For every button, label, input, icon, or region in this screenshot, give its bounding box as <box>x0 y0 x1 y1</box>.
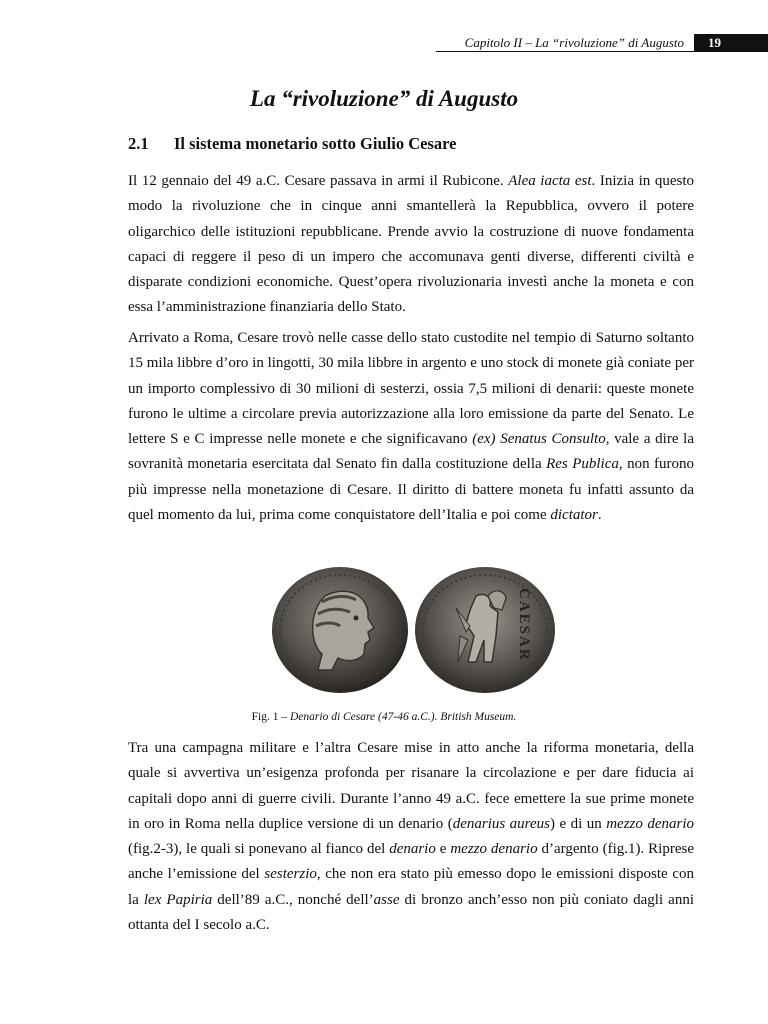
caption-prefix: Fig. 1 – <box>251 711 290 723</box>
text-run: e <box>435 841 451 858</box>
text-run: mezzo denario <box>450 841 538 858</box>
text-run: Res Publica <box>546 456 619 473</box>
caption-text: Denario di Cesare (47-46 a.C.). British Museum. <box>289 711 517 723</box>
text-run: Alea iacta est <box>508 173 592 189</box>
text-run: denario <box>389 841 436 858</box>
text-run: asse <box>373 891 400 908</box>
section-title: Il sistema monetario sotto Giulio Cesare <box>174 134 457 153</box>
text-run: di bronzo anch’esso non più coniato dagli anni ottanta del I secolo a.C. <box>128 891 694 934</box>
header-rule <box>436 51 768 52</box>
figure-caption <box>0 711 768 723</box>
text-run: denarius aureus <box>452 815 550 832</box>
paragraph-3 <box>128 736 694 938</box>
text-run: Arrivato a Roma, Cesare trovò nelle casse dello stato custodite nel tempio di Saturno soltanto 15 mila libbre d’oro in lingotti, 30 mila libbre in argento e uno stock di monete già coniate per un importo complessivo di 30 milioni di sesterzi, ossia 7,5 milioni di denarii: queste monete furono le ultime a circolare previa autorizzazione alla loro emissione da parte del Senato. Le lettere S e C impresse nelle monete e che significavano <box>128 330 694 448</box>
text-run: , non furono più impresse nella monetazione di Cesare. Il diritto di battere moneta fu infatti assunto da quel momento da lui, prima come conquistatore dell’Italia e poi come <box>128 456 694 524</box>
text-run: Tra una campagna militare e l’altra Cesare mise in atto anche la riforma monetaria, della quale si avvertiva un’esigenza profonda per risanare la circolazione e per dare fiducia ai capitali dopo anni di guerre civili. Durante l’anno 49 a.C. fece emettere la sue prime monete in oro in Roma nella duplice versione di un denario ( <box>128 740 694 832</box>
text-run: dictator <box>550 507 598 524</box>
text-run: mezzo denario <box>606 815 695 832</box>
text-run: ) e di un <box>549 815 607 832</box>
paragraph-1 <box>128 169 694 321</box>
text-run: dell’89 a.C., nonché dell’ <box>212 891 374 908</box>
coin-figure <box>270 566 560 696</box>
section-number: 2.1 <box>128 134 149 153</box>
coin-reverse <box>415 567 555 693</box>
coin-obverse <box>272 567 408 693</box>
text-run: d’argento (fig.1). Riprese anche l’emissione del <box>128 841 694 883</box>
text-run: lex Papiria <box>143 891 213 908</box>
denarius-coins-image <box>270 566 560 696</box>
text-run: (fig.2-3), le quali si ponevano al fianco del <box>128 841 390 858</box>
text-run: sesterzio <box>264 866 317 883</box>
text-run: Il 12 gennaio del 49 a.C. Cesare passava in armi il Rubicone. <box>128 173 509 189</box>
text-run: , vale a dire la sovranità monetaria esercitata dal Senato fin dalla costituzione della <box>128 431 694 473</box>
text-run: . <box>597 507 602 524</box>
text-run: (ex) Senatus Consulto <box>472 431 606 448</box>
running-header <box>0 34 768 54</box>
running-title: Capitolo II – La “rivoluzione” di Augusto <box>464 35 684 50</box>
coin-legend: CAESAR <box>516 588 532 662</box>
page-number: 19 <box>694 34 768 51</box>
section-heading <box>128 134 456 154</box>
paragraph-2 <box>128 326 694 528</box>
text-run: , che non era stato più emesso dopo le emissioni disposte con la <box>128 866 694 908</box>
text-run: . Inizia in questo modo la rivoluzione che in cinque anni smantellerà la Repubblica, ovvero il potere oligarchico delle istituzioni repubblicane. Prende avvio la costruzione di nuove fondamenta capaci di reggere il peso di un impero che accomunava genti diverse, differenti civiltà e disparate condizioni economiche. Quest’opera rivoluzionaria investì anche la moneta e con essa l’amministrazione finanziaria dello Stato. <box>128 173 694 316</box>
chapter-title: La “rivoluzione” di Augusto <box>249 86 519 111</box>
